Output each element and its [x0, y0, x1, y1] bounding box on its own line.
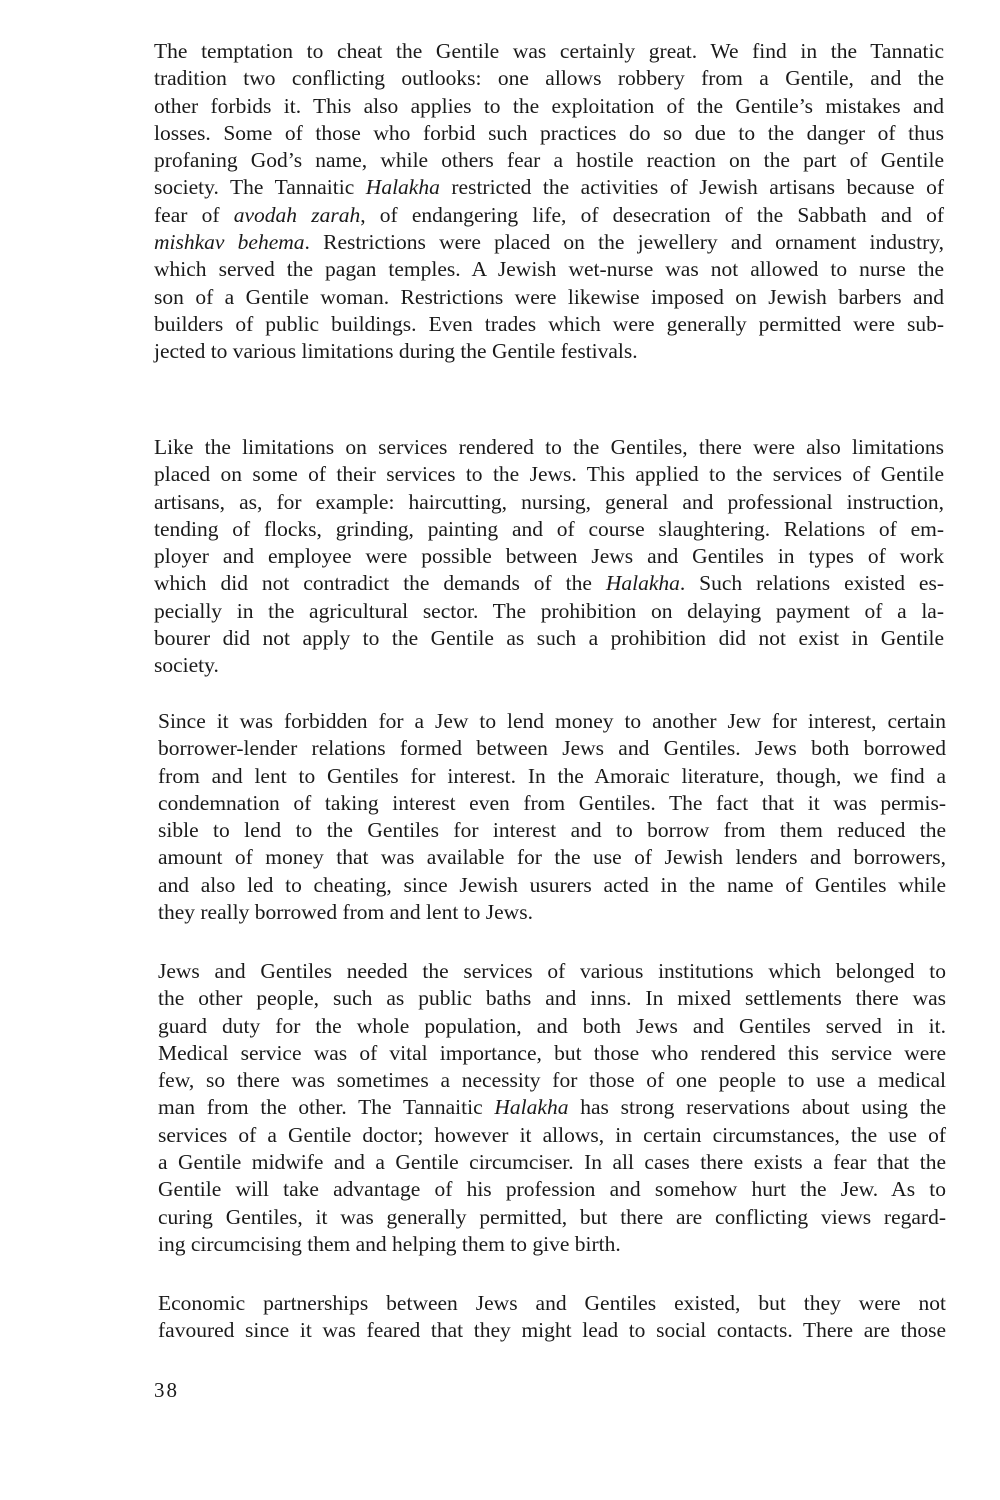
- text-run: other forbids it. This also applies to the exploitation of the Gentile’s mistakes and: [154, 93, 944, 118]
- text-run: Economic partnerships between Jews and Gentiles existed, but they were not: [158, 1291, 946, 1315]
- text-line: [154, 174, 944, 201]
- text-line: [158, 1067, 946, 1094]
- text-run: ing circumcising them and helping them to give birth.: [158, 1231, 621, 1256]
- text-run: man from the other. The Tannaitic: [158, 1095, 495, 1120]
- text-run: restricted the activities of Jewish artisans because of: [439, 175, 944, 200]
- text-line: [154, 38, 944, 65]
- text-line: [154, 338, 944, 365]
- text-line: [158, 790, 946, 817]
- text-run: pecially in the agricultural sector. The prohibition on delaying payment of a la-: [154, 598, 944, 623]
- text-line: [154, 311, 944, 338]
- text-run: a Gentile midwife and a Gentile circumciser. In all cases there exists a fear that the: [158, 1150, 946, 1175]
- text-line: [158, 1176, 946, 1203]
- text-line: [158, 844, 946, 871]
- text-run: jected to various limitations during the Gentile festivals.: [154, 339, 638, 364]
- text-line: [154, 229, 944, 256]
- text-line: [154, 625, 944, 652]
- paragraph-1: [154, 38, 944, 366]
- text-line: [154, 598, 944, 625]
- text-run: curing Gentiles, it was generally permitted, but there are conflicting views regard-: [158, 1204, 946, 1229]
- text-line: [158, 1122, 946, 1149]
- text-run: Since it was forbidden for a Jew to lend money to another Jew for interest, certain: [158, 709, 946, 733]
- text-line: [158, 708, 946, 735]
- text-line: [154, 461, 944, 488]
- text-run: Medical service was of vital importance, but those who rendered this service were: [158, 1040, 946, 1065]
- text-line: [154, 543, 944, 570]
- text-run: sible to lend to the Gentiles for interest and to borrow from them reduced the: [158, 818, 946, 843]
- text-run: bourer did not apply to the Gentile as such a prohibition did not exist in Gentile: [154, 626, 944, 651]
- text-run: builders of public buildings. Even trades which were generally permitted were sub-: [154, 311, 944, 336]
- text-line: [154, 256, 944, 283]
- text-line: [158, 1094, 946, 1121]
- text-line: [154, 570, 944, 597]
- text-run: services of a Gentile doctor; however it allows, in certain circumstances, the use of: [158, 1122, 946, 1147]
- text-run: from and lent to Gentiles for interest. In the Amoraic literature, though, we find a: [158, 763, 946, 788]
- text-line: [158, 1231, 946, 1258]
- text-run: profaning God’s name, while others fear a hostile reaction on the part of Gentile: [154, 148, 944, 173]
- text-line: [158, 1013, 946, 1040]
- text-run: condemnation of taking interest even from Gentiles. The fact that it was permis-: [158, 790, 946, 815]
- text-line: [158, 1149, 946, 1176]
- text-run: amount of money that was available for the use of Jewish lenders and borrowers,: [158, 845, 946, 870]
- text-run: . Restrictions were placed on the jewellery and ornament industry,: [304, 230, 944, 255]
- page-number: 38: [154, 1378, 179, 1402]
- text-line: [158, 872, 946, 899]
- text-line: [154, 65, 944, 92]
- paragraph-5: [158, 1290, 946, 1345]
- text-line: [158, 899, 946, 926]
- text-run: artisans, as, for example: haircutting, nursing, general and professional instruction,: [154, 489, 944, 514]
- text-run: son of a Gentile woman. Restrictions were likewise imposed on Jewish barbers and: [154, 284, 944, 309]
- text-run: and also led to cheating, since Jewish usurers acted in the name of Gentiles while: [158, 872, 946, 897]
- italic-term: mishkav behema: [154, 230, 305, 255]
- text-run: few, so there was sometimes a necessity for those of one people to use a medical: [158, 1068, 946, 1093]
- text-run: which did not contradict the demands of the: [154, 571, 606, 596]
- paragraph-2: [154, 434, 944, 680]
- italic-term: Halakha: [365, 175, 440, 200]
- text-run: , of endangering life, of desecration of the Sabbath and of: [360, 202, 944, 227]
- italic-term: avodah zarah: [233, 202, 361, 227]
- text-run: borrower-lender relations formed between Jews and Gentiles. Jews both borrowed: [158, 736, 946, 761]
- text-line: [158, 817, 946, 844]
- text-line: [154, 284, 944, 311]
- text-run: ployer and employee were possible between Jews and Gentiles in types of work: [154, 544, 944, 569]
- text-run: tradition two conflicting outlooks: one allows robbery from a Gentile, and the: [154, 66, 944, 91]
- italic-term: Halakha: [605, 571, 680, 596]
- text-line: [158, 1040, 946, 1067]
- text-line: [154, 120, 944, 147]
- italic-term: Halakha: [494, 1095, 569, 1120]
- text-line: [158, 1204, 946, 1231]
- paragraph-3: [158, 708, 946, 926]
- text-line: [154, 489, 944, 516]
- text-run: society. The Tannaitic: [154, 175, 366, 200]
- text-line: [158, 1290, 946, 1317]
- text-line: [158, 1317, 946, 1344]
- text-run: which served the pagan temples. A Jewish wet-nurse was not allowed to nurse the: [154, 257, 944, 282]
- text-run: society.: [154, 653, 219, 678]
- text-line: [158, 735, 946, 762]
- text-run: the other people, such as public baths and inns. In mixed settlements there was: [158, 986, 946, 1011]
- text-line: [154, 434, 944, 461]
- text-line: [158, 958, 946, 985]
- text-run: Gentile will take advantage of his profession and somehow hurt the Jew. As to: [158, 1177, 946, 1202]
- text-run: . Such relations existed es-: [679, 571, 944, 596]
- text-line: [154, 202, 944, 229]
- text-run: Jews and Gentiles needed the services of various institutions which belonged to: [158, 959, 946, 983]
- text-run: tending of flocks, grinding, painting and of course slaughtering. Relations of em-: [154, 516, 944, 541]
- text-run: has strong reservations about using the: [568, 1095, 946, 1120]
- text-run: placed on some of their services to the Jews. This applied to the services of Gentile: [154, 462, 944, 487]
- text-line: [154, 652, 944, 679]
- paragraph-4: [158, 958, 946, 1258]
- text-run: The temptation to cheat the Gentile was certainly great. We find in the Tannatic: [154, 39, 944, 63]
- text-line: [154, 147, 944, 174]
- text-run: they really borrowed from and lent to Jews.: [158, 900, 533, 925]
- text-run: Like the limitations on services rendered to the Gentiles, there were also limitations: [154, 435, 944, 459]
- text-run: guard duty for the whole population, and both Jews and Gentiles served in it.: [158, 1013, 946, 1038]
- text-line: [158, 985, 946, 1012]
- text-line: [154, 516, 944, 543]
- text-run: losses. Some of those who forbid such practices do so due to the danger of thus: [154, 120, 944, 145]
- text-line: [154, 93, 944, 120]
- text-run: fear of: [154, 202, 234, 227]
- text-run: favoured since it was feared that they might lead to social contacts. There are those: [158, 1318, 946, 1343]
- text-line: [158, 763, 946, 790]
